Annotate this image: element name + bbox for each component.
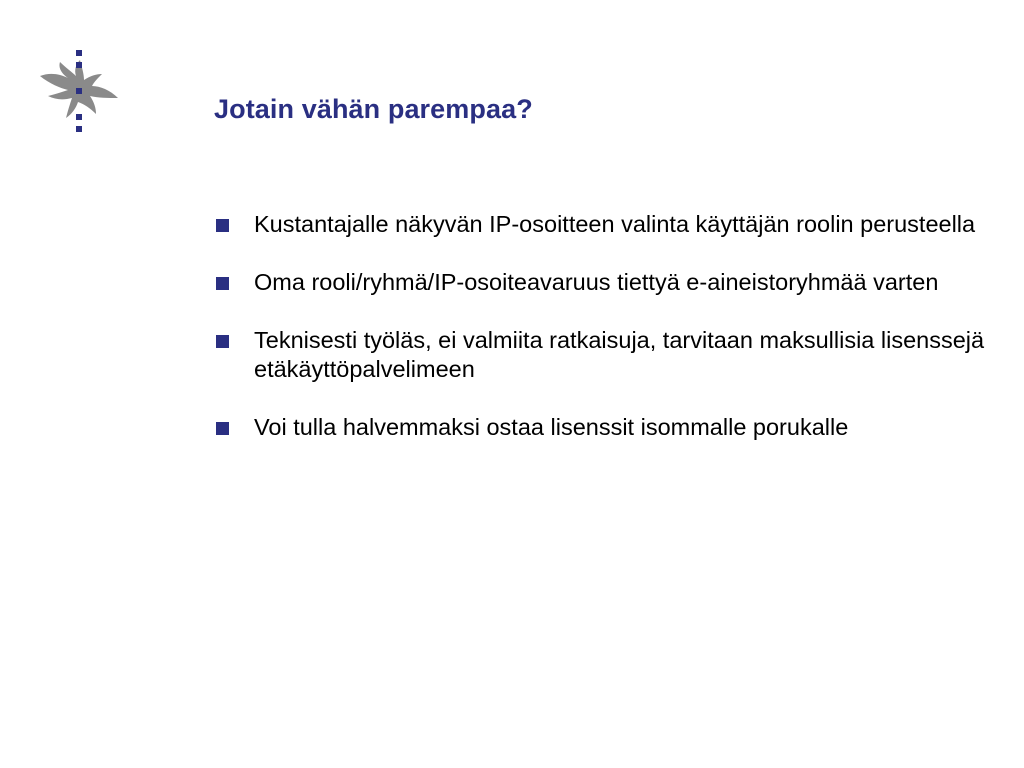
bullet-item	[216, 268, 1006, 297]
bullet-text: Kustantajalle näkyvän IP-osoitteen valinta käyttäjän roolin perusteella	[254, 211, 976, 237]
square-bullet-icon	[216, 219, 229, 232]
square-bullet-icon	[216, 335, 229, 348]
square-bullet-icon	[216, 422, 229, 435]
bullet-text: Teknisesti työläs, ei valmiita ratkaisuja, tarvitaan maksullisia lisenssejä etäkäyttöpalvelimeen	[254, 327, 985, 382]
university-logo-icon	[32, 44, 128, 140]
bullet-text: Voi tulla halvemmaksi ostaa lisenssit isommalle porukalle	[254, 414, 849, 440]
slide-title: Jotain vähän parempaa?	[214, 94, 533, 124]
bullet-item	[216, 413, 1006, 442]
square-bullet-icon	[216, 277, 229, 290]
bullet-item	[216, 326, 1006, 384]
bullet-text: Oma rooli/ryhmä/IP-osoiteavaruus tiettyä e-aineistoryhmää varten	[254, 269, 939, 295]
bullet-list	[216, 210, 1006, 471]
bullet-item	[216, 210, 1006, 239]
